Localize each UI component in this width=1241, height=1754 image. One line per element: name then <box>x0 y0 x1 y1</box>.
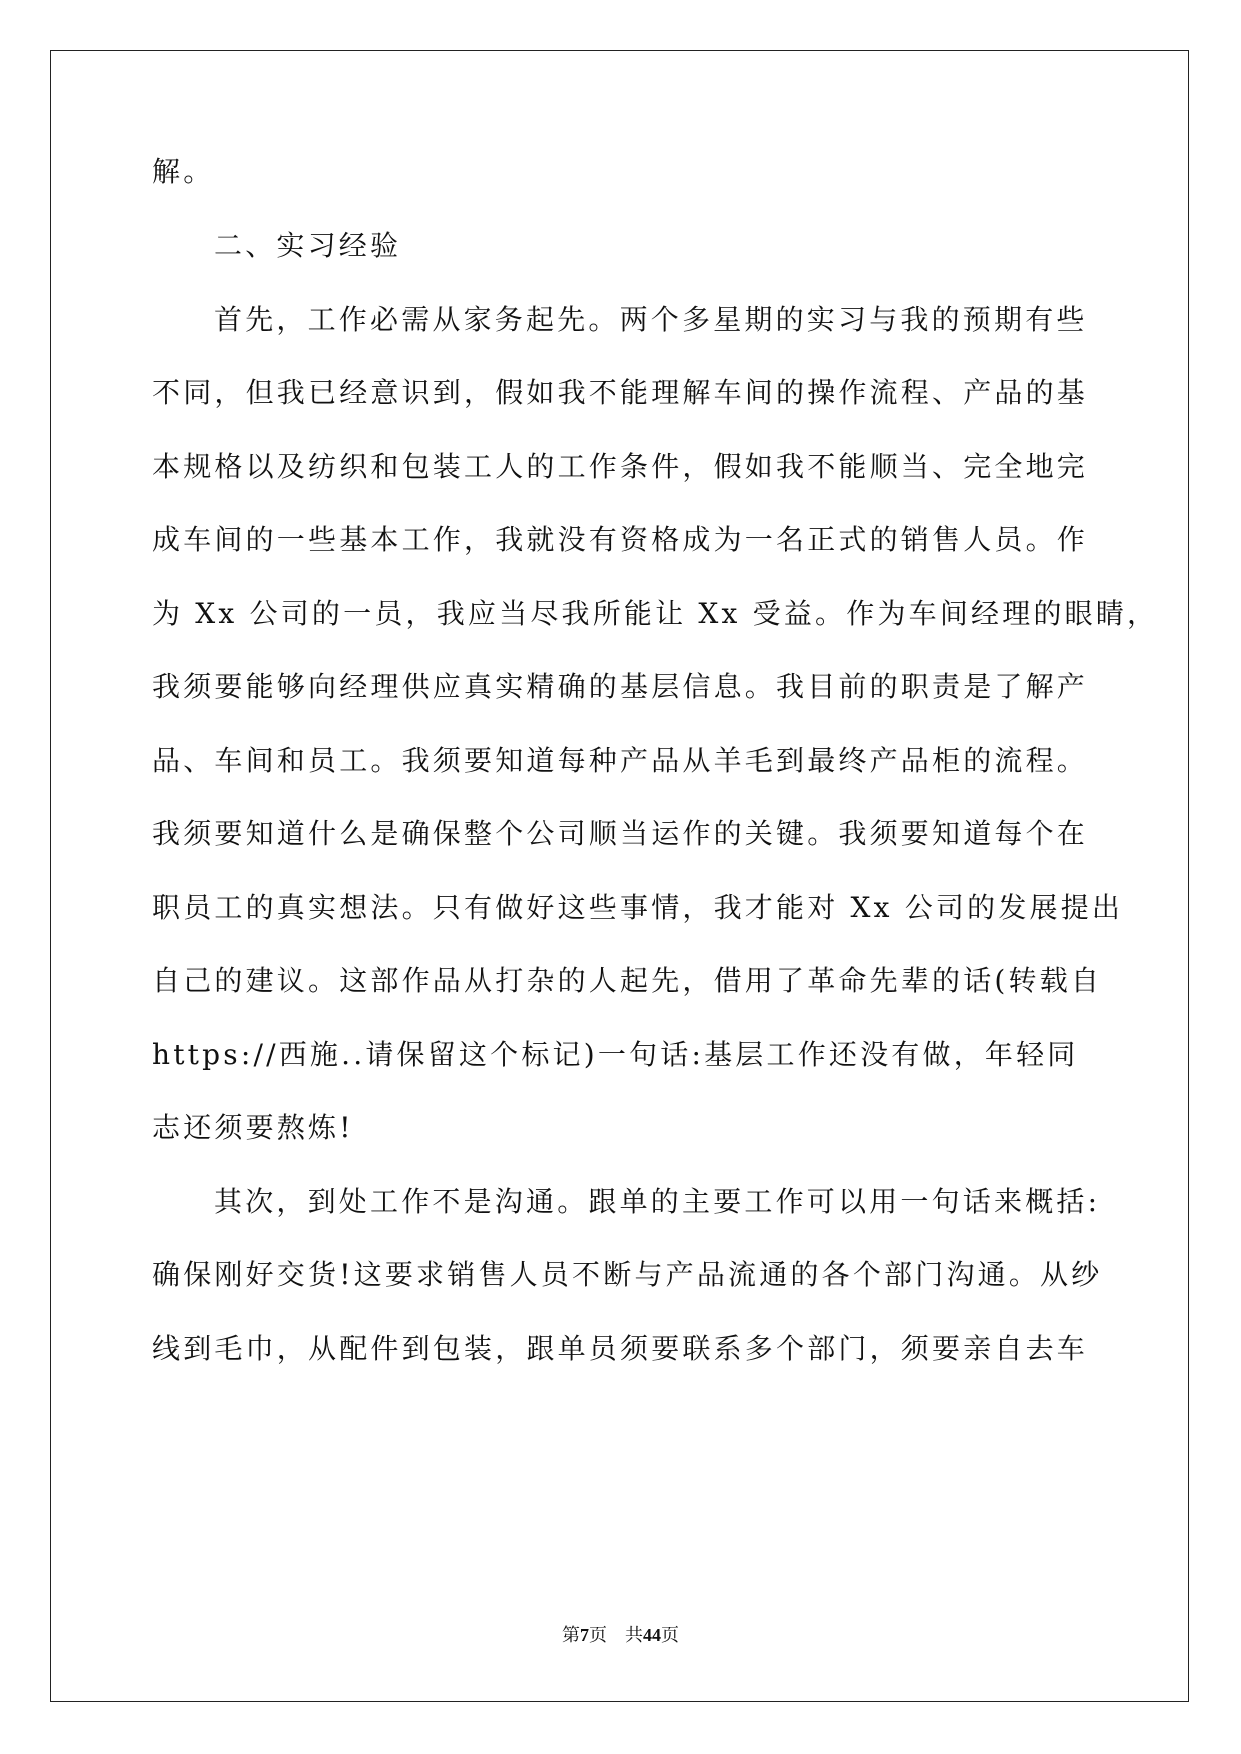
text-line: 本规格以及纺织和包装工人的工作条件，假如我不能顺当、完全地完 <box>152 450 1089 483</box>
text-line: 不同，但我已经意识到，假如我不能理解车间的操作流程、产品的基 <box>152 376 1089 409</box>
text-line: 职员工的真实想法。只有做好这些事情，我才能对 Xx 公司的发展提出 <box>152 891 1124 924</box>
text-line: 我须要知道什么是确保整个公司顺当运作的关键。我须要知道每个在 <box>152 817 1089 850</box>
page-border <box>50 50 1189 1702</box>
text-line: 自己的建议。这部作品从打杂的人起先，借用了革命先辈的话(转载自 <box>152 964 1103 997</box>
footer-total-prefix: 共 <box>625 1625 643 1645</box>
section-heading: 二、实习经验 <box>214 229 402 262</box>
footer-total-suffix: 页 <box>661 1625 679 1645</box>
text-line: 成车间的一些基本工作，我就没有资格成为一名正式的销售人员。作 <box>152 523 1089 556</box>
text-line: 解。 <box>152 155 215 188</box>
text-line: 其次，到处工作不是沟通。跟单的主要工作可以用一句话来概括: <box>214 1185 1101 1218</box>
text-line: 确保刚好交货!这要求销售人员不断与产品流通的各个部门沟通。从纱 <box>152 1258 1103 1291</box>
text-line: 线到毛巾，从配件到包装，跟单员须要联系多个部门，须要亲自去车 <box>152 1332 1089 1365</box>
page-footer <box>0 1623 1241 1647</box>
text-line: 品、车间和员工。我须要知道每种产品从羊毛到最终产品柜的流程。 <box>152 744 1089 777</box>
text-line: 为 Xx 公司的一员，我应当尽我所能让 Xx 受益。作为车间经理的眼睛， <box>152 597 1159 630</box>
footer-prefix: 第 <box>562 1625 580 1645</box>
text-line: 首先，工作必需从家务起先。两个多星期的实习与我的预期有些 <box>214 303 1088 336</box>
text-line: https://西施..请保留这个标记)一句话:基层工作还没有做，年轻同 <box>152 1038 1079 1071</box>
footer-page-suffix: 页 <box>589 1625 607 1645</box>
current-page-number: 7 <box>580 1625 589 1645</box>
total-pages-number: 44 <box>643 1625 661 1645</box>
text-line: 我须要能够向经理供应真实精确的基层信息。我目前的职责是了解产 <box>152 670 1089 703</box>
text-line: 志还须要熬炼! <box>152 1111 354 1144</box>
